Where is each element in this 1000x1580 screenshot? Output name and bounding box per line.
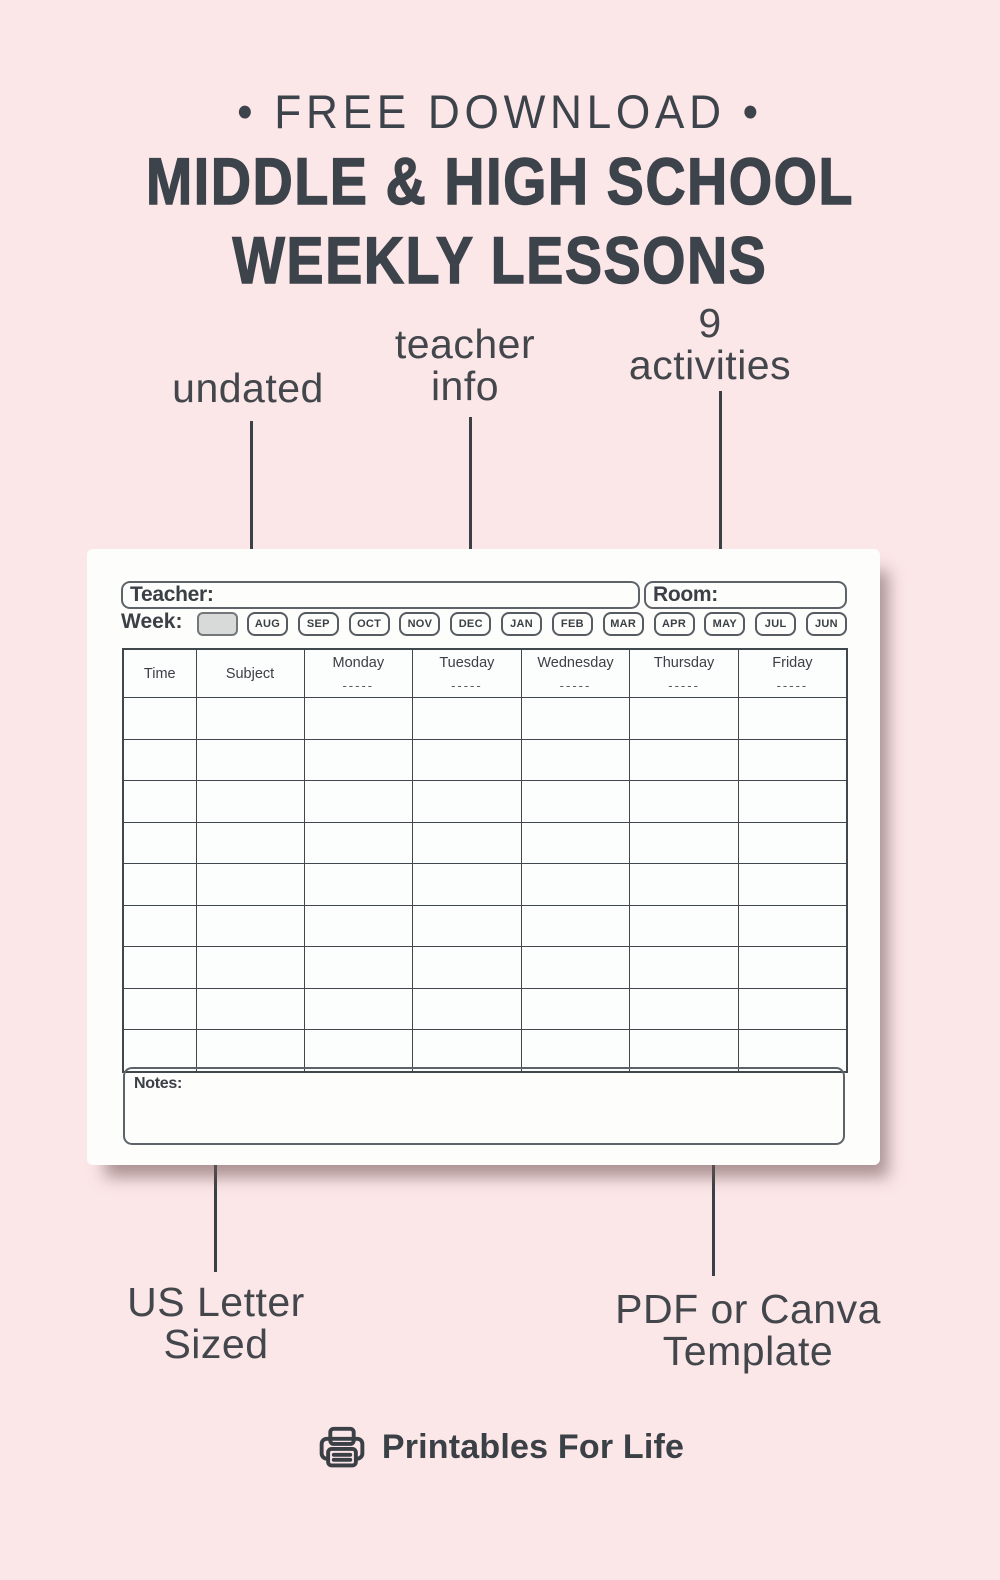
- activity-cell[interactable]: [413, 988, 522, 1030]
- activity-cell[interactable]: [196, 739, 304, 781]
- table-header-row: [123, 649, 847, 698]
- activity-cell[interactable]: [196, 905, 304, 947]
- callout-teacher-line1: teacher: [394, 321, 536, 367]
- activity-row: [123, 781, 847, 823]
- activity-cell[interactable]: [630, 781, 739, 823]
- activity-cell[interactable]: [630, 739, 739, 781]
- pointer-line-teacher-info: [469, 417, 472, 571]
- teacher-label: Teacher:: [130, 583, 214, 606]
- callout-undated-text: undated: [172, 365, 324, 411]
- day-name: Wednesday: [537, 654, 614, 671]
- activity-cell[interactable]: [413, 864, 522, 906]
- eyebrow-text: • FREE DOWNLOAD •: [237, 85, 763, 138]
- day-column-header-tuesday: [413, 649, 522, 698]
- activity-row: [123, 739, 847, 781]
- activity-cell[interactable]: [738, 905, 847, 947]
- activity-cell[interactable]: [413, 698, 522, 740]
- callout-activities-line2: activities: [628, 342, 792, 388]
- activity-cell[interactable]: [521, 947, 630, 989]
- callout-pdf-canva-line1: PDF or Canva: [615, 1286, 881, 1332]
- notes-label: Notes:: [134, 1075, 182, 1092]
- day-name: Thursday: [653, 654, 715, 671]
- month-pill-apr[interactable]: APR: [654, 612, 695, 636]
- activity-cell[interactable]: [521, 864, 630, 906]
- activity-cell[interactable]: [196, 1030, 304, 1072]
- activity-cell[interactable]: [196, 822, 304, 864]
- day-name: Tuesday: [439, 654, 495, 671]
- activity-cell[interactable]: [521, 739, 630, 781]
- month-pill-jul[interactable]: JUL: [755, 612, 796, 636]
- month-pill-sep[interactable]: SEP: [298, 612, 339, 636]
- callout-pdf-canva: [615, 1288, 881, 1372]
- activity-cell[interactable]: [521, 781, 630, 823]
- callout-us-letter-line2: Sized: [163, 1321, 269, 1367]
- activity-cell[interactable]: [413, 739, 522, 781]
- activity-cell[interactable]: [521, 905, 630, 947]
- callout-pdf-canva-line2: Template: [662, 1328, 834, 1374]
- brand-footer: [0, 1421, 1000, 1473]
- activity-cell[interactable]: [630, 698, 739, 740]
- activity-cell[interactable]: [304, 947, 413, 989]
- notes-box[interactable]: [123, 1067, 845, 1145]
- activity-cell[interactable]: [413, 822, 522, 864]
- activity-cell[interactable]: [521, 822, 630, 864]
- activity-cell[interactable]: [630, 864, 739, 906]
- day-column-header-wednesday: [521, 649, 630, 698]
- activity-row: [123, 698, 847, 740]
- month-pill-aug[interactable]: AUG: [247, 612, 288, 636]
- day-column-header-monday: [304, 649, 413, 698]
- activity-cell[interactable]: [738, 1030, 847, 1072]
- callout-teacher-info: [395, 323, 535, 407]
- month-pill-mar[interactable]: MAR: [603, 612, 644, 636]
- activity-cell[interactable]: [123, 947, 196, 989]
- day-column-header-friday: [738, 649, 847, 698]
- room-field[interactable]: [644, 581, 847, 609]
- day-name: Friday: [772, 654, 813, 671]
- activity-cell[interactable]: [123, 1030, 196, 1072]
- activity-cell[interactable]: [521, 698, 630, 740]
- activity-cell[interactable]: [304, 739, 413, 781]
- activity-row: [123, 1030, 847, 1072]
- activity-cell[interactable]: [521, 1030, 630, 1072]
- activity-row: [123, 864, 847, 906]
- month-pill-feb[interactable]: FEB: [552, 612, 593, 636]
- activity-cell[interactable]: [738, 781, 847, 823]
- activity-cell[interactable]: [123, 698, 196, 740]
- month-pill-jun[interactable]: JUN: [806, 612, 847, 636]
- month-selector: [247, 612, 847, 636]
- activity-cell[interactable]: [738, 988, 847, 1030]
- activity-cell[interactable]: [304, 1030, 413, 1072]
- activity-cell[interactable]: [630, 988, 739, 1030]
- planner-card: [87, 549, 880, 1165]
- printer-icon: [316, 1421, 368, 1473]
- teacher-field[interactable]: [121, 581, 640, 609]
- date-placeholder: -----: [342, 677, 375, 693]
- week-number-box[interactable]: [197, 612, 238, 636]
- date-placeholder: -----: [559, 677, 592, 693]
- callout-undated: [172, 367, 324, 409]
- activity-cell[interactable]: [304, 905, 413, 947]
- room-label: Room:: [653, 583, 718, 606]
- activity-cell[interactable]: [304, 698, 413, 740]
- activity-cell[interactable]: [123, 988, 196, 1030]
- activity-row: [123, 947, 847, 989]
- activity-cell[interactable]: [304, 822, 413, 864]
- time-column-header: Time: [123, 649, 196, 698]
- activity-cell[interactable]: [123, 781, 196, 823]
- activity-row: [123, 905, 847, 947]
- date-placeholder: -----: [451, 677, 483, 693]
- month-pill-oct[interactable]: OCT: [349, 612, 390, 636]
- activity-cell[interactable]: [304, 781, 413, 823]
- activity-cell[interactable]: [738, 822, 847, 864]
- callout-teacher-line2: info: [430, 363, 500, 409]
- month-pill-dec[interactable]: DEC: [450, 612, 491, 636]
- activity-cell[interactable]: [630, 905, 739, 947]
- title-line-1: MIDDLE & HIGH SCHOOL: [145, 144, 855, 218]
- activity-cell[interactable]: [196, 864, 304, 906]
- activity-cell[interactable]: [738, 864, 847, 906]
- activity-cell[interactable]: [738, 739, 847, 781]
- activity-cell[interactable]: [413, 781, 522, 823]
- activity-cell[interactable]: [304, 864, 413, 906]
- lesson-table-body: [123, 698, 847, 1072]
- activity-cell[interactable]: [123, 739, 196, 781]
- activity-cell[interactable]: [738, 947, 847, 989]
- callout-us-letter: [127, 1281, 305, 1365]
- activity-cell[interactable]: [413, 947, 522, 989]
- brand-name: Printables For Life: [381, 1427, 685, 1466]
- activity-cell[interactable]: [196, 988, 304, 1030]
- month-pill-jan[interactable]: JAN: [501, 612, 542, 636]
- lesson-table: [122, 648, 848, 1073]
- activity-cell[interactable]: [123, 905, 196, 947]
- date-placeholder: -----: [776, 677, 809, 693]
- activity-cell[interactable]: [196, 947, 304, 989]
- pointer-line-activities: [719, 391, 722, 553]
- day-name: Monday: [332, 654, 385, 671]
- callout-us-letter-line1: US Letter: [127, 1279, 305, 1325]
- activity-row: [123, 822, 847, 864]
- activity-cell[interactable]: [630, 822, 739, 864]
- date-placeholder: -----: [668, 677, 700, 693]
- activity-cell[interactable]: [123, 822, 196, 864]
- activity-cell[interactable]: [630, 947, 739, 989]
- activity-cell[interactable]: [123, 864, 196, 906]
- activity-cell[interactable]: [196, 698, 304, 740]
- activity-cell[interactable]: [413, 905, 522, 947]
- activity-cell[interactable]: [413, 1030, 522, 1072]
- day-column-header-thursday: [630, 649, 739, 698]
- activity-cell[interactable]: [196, 781, 304, 823]
- month-pill-may[interactable]: MAY: [704, 612, 745, 636]
- activity-cell[interactable]: [738, 698, 847, 740]
- activity-cell[interactable]: [630, 1030, 739, 1072]
- callout-activities-line1: 9: [698, 300, 722, 346]
- activity-cell[interactable]: [304, 988, 413, 1030]
- month-pill-nov[interactable]: NOV: [399, 612, 440, 636]
- week-label: Week:: [121, 610, 183, 633]
- title-line-2: WEEKLY LESSONS: [232, 223, 768, 297]
- subject-column-header: Subject: [196, 649, 304, 698]
- activity-row: [123, 988, 847, 1030]
- callout-activities: [629, 302, 791, 386]
- activity-cell[interactable]: [521, 988, 630, 1030]
